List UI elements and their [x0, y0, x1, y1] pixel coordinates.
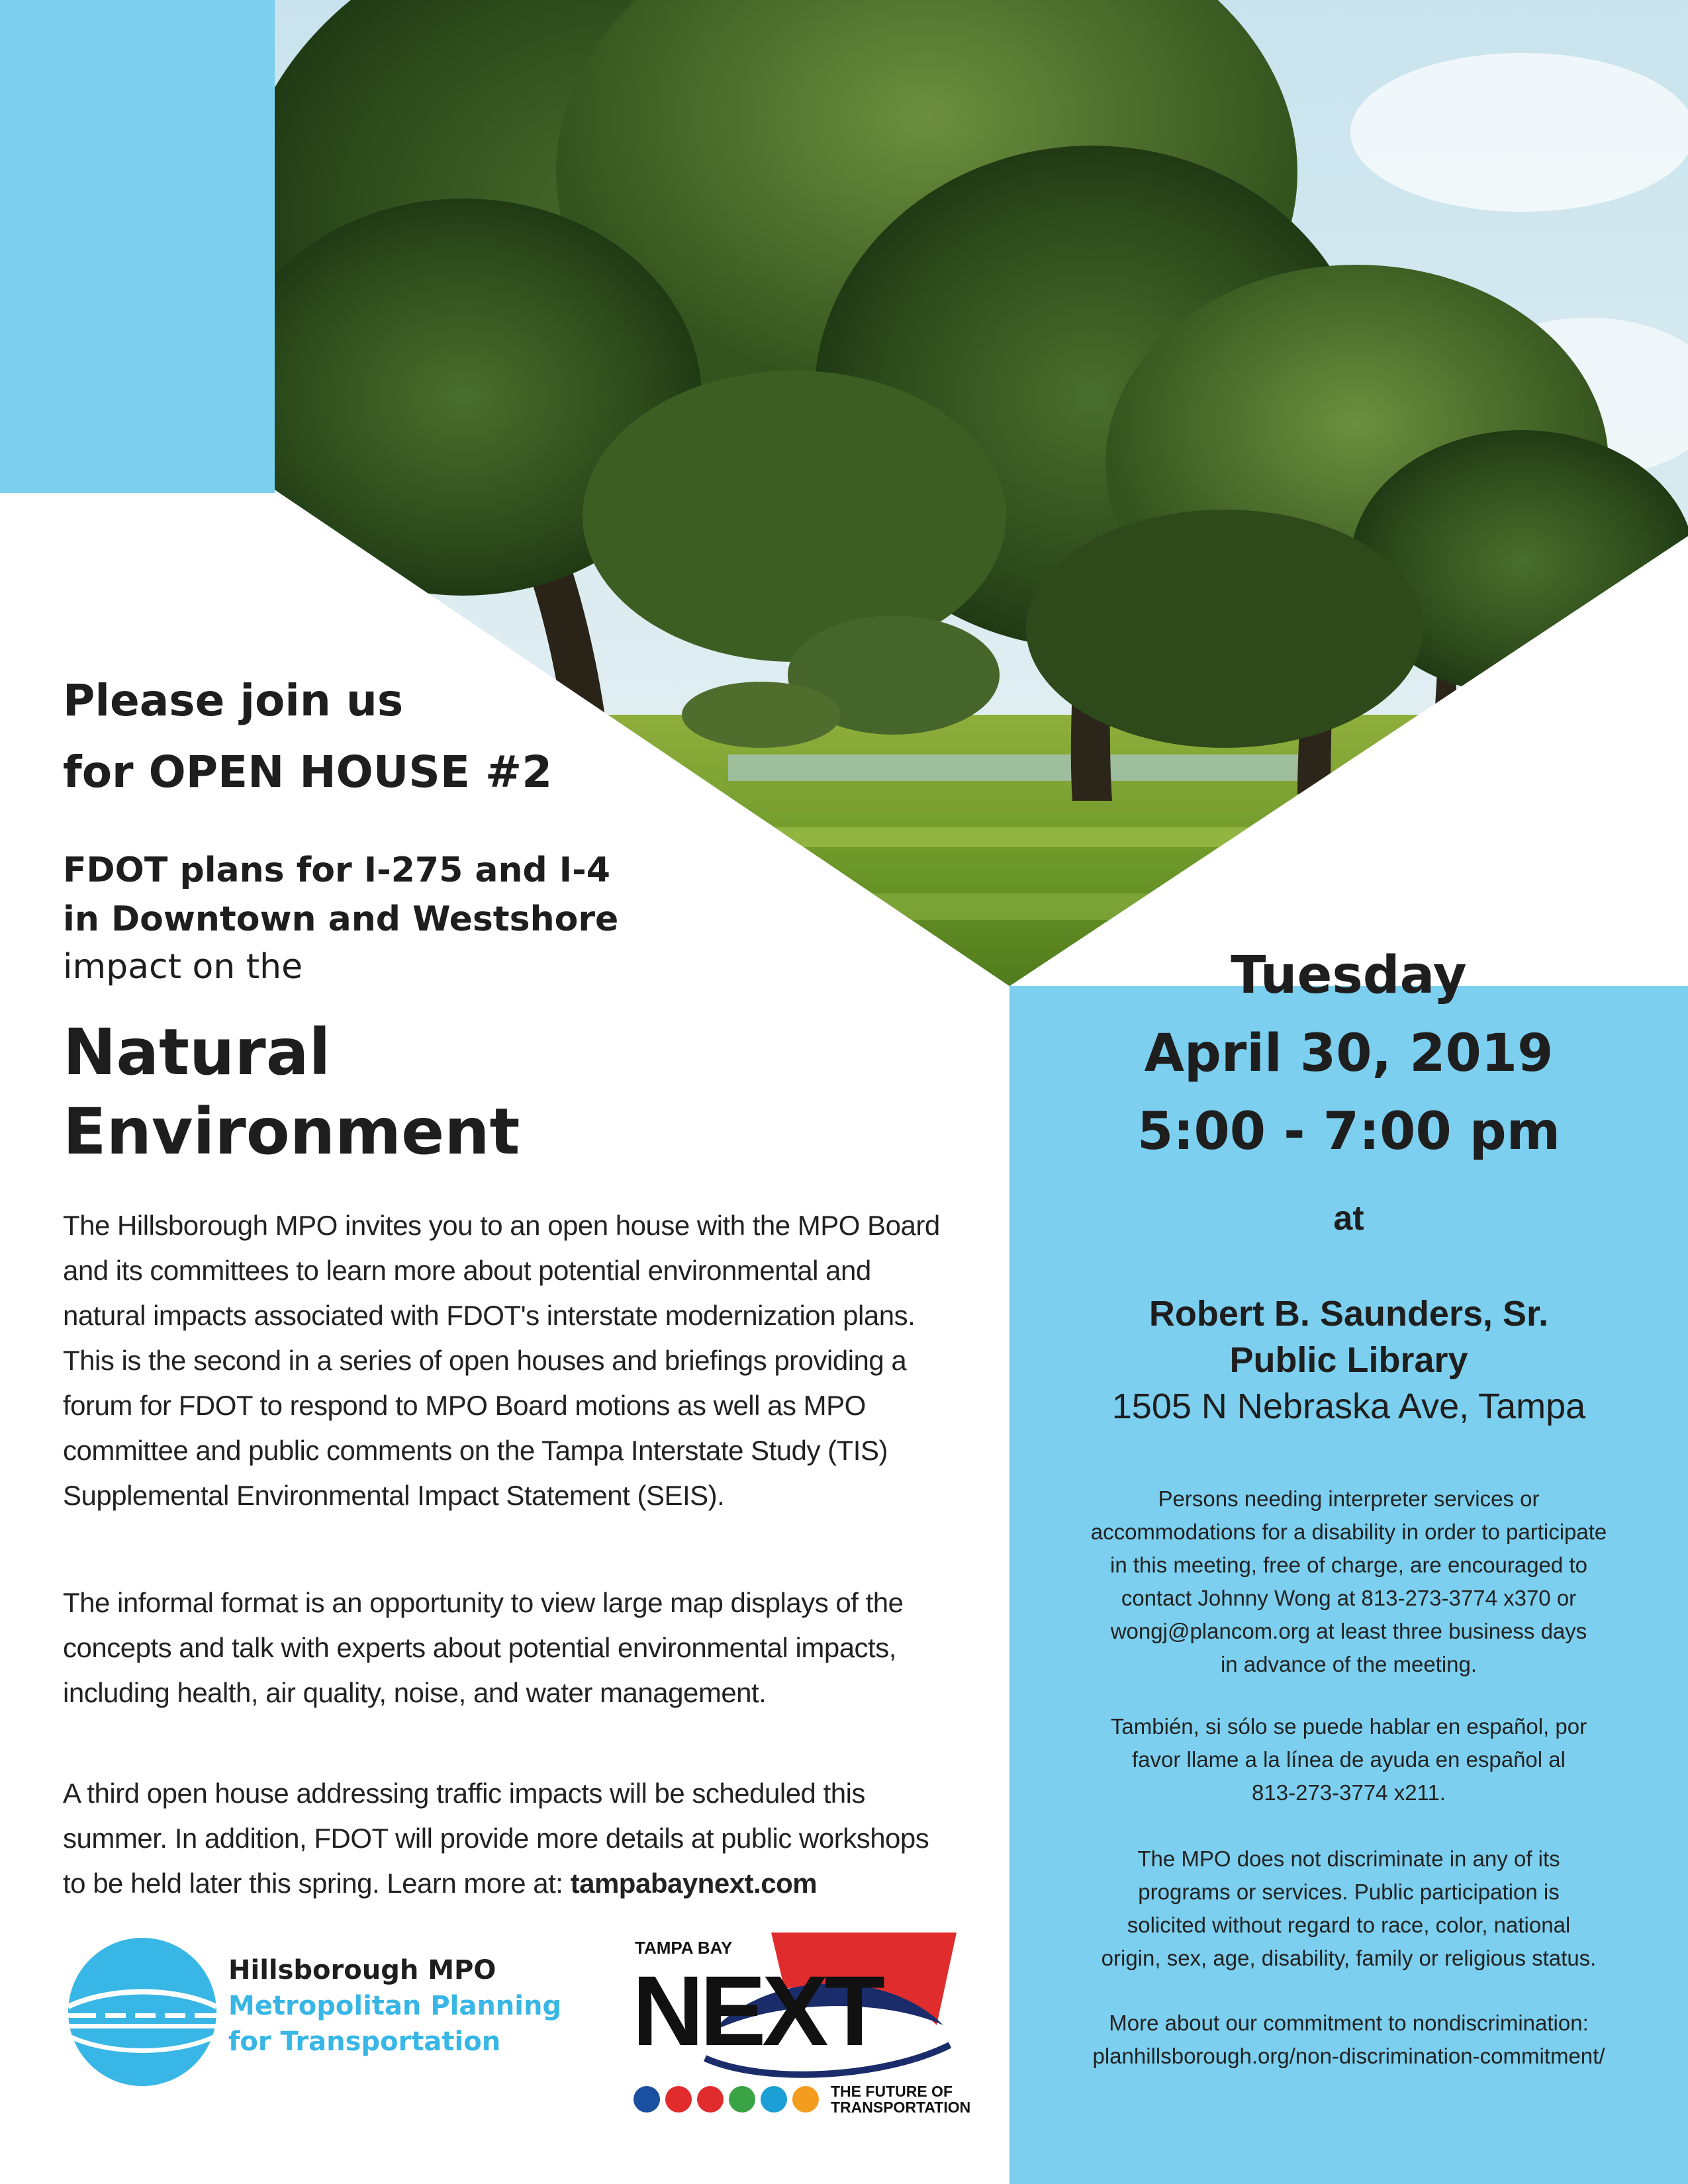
website-link[interactable]: tampabaynext.com: [570, 1868, 818, 1899]
paragraph-text: to be held later this spring. Learn more at:: [63, 1868, 571, 1899]
notice-line: wongj@plancom.org at least three business days: [1110, 1619, 1587, 1643]
next-logo-tagline-2: TRANSPORTATION: [831, 2099, 971, 2116]
mode-icons: [633, 2086, 819, 2113]
notice-line: in advance of the meeting.: [1220, 1652, 1477, 1676]
heading-line-2: for OPEN HOUSE #2: [63, 747, 553, 797]
next-logo-tagline-1: THE FUTURE OF: [831, 2083, 953, 2100]
paragraph-line: Supplemental Environmental Impact Statement (SEIS).: [63, 1480, 725, 1511]
notice-line: 813-273-3774 x211.: [1252, 1780, 1446, 1805]
next-logo-word: NEXT: [632, 1955, 882, 2066]
notice-line: También, si sólo se puede hablar en español, por: [1110, 1714, 1587, 1739]
mpo-subtitle-1: Metropolitan Planning: [228, 1991, 562, 2021]
intro-paragraph: [63, 1203, 1003, 1518]
nondiscrimination-notice: [1009, 1843, 1688, 1975]
notice-line: solicited without regard to race, color, national: [1127, 1913, 1571, 1937]
paragraph-line: concepts and talk with experts about potential environmental impacts,: [63, 1632, 896, 1663]
paragraph-line-last: [63, 1861, 1003, 1906]
mpo-name: Hillsborough MPO: [228, 1955, 496, 1985]
topic-line-1: Natural: [63, 1015, 331, 1089]
paragraph-line: The informal format is an opportunity to view large map displays of the: [63, 1587, 904, 1618]
event-time: 5:00 - 7:00 pm: [1137, 1102, 1560, 1161]
trees-photo: [0, 0, 1688, 993]
topic-line-2: Environment: [63, 1095, 520, 1169]
subheading-line-3: impact on the: [63, 947, 303, 987]
next-steps-paragraph: [63, 1771, 1003, 1906]
event-venue: [1009, 1291, 1688, 1383]
subheading-line-2: in Downtown and Westshore: [63, 899, 619, 939]
mpo-subtitle-2: for Transportation: [228, 2026, 501, 2057]
hillsborough-mpo-logo: [63, 1933, 222, 2091]
venue-line-1: Robert B. Saunders, Sr.: [1149, 1294, 1549, 1334]
paragraph-line: summer. In addition, FDOT will provide more details at public workshops: [63, 1823, 929, 1854]
spanish-notice: [1009, 1710, 1688, 1809]
paragraph-line: committee and public comments on the Tampa Interstate Study (TIS): [63, 1435, 888, 1466]
event-date: April 30, 2019: [1144, 1024, 1554, 1083]
event-datetime: [1009, 936, 1688, 1171]
event-at: at: [1333, 1199, 1364, 1238]
subheading: [63, 846, 725, 944]
notice-line: programs or services. Public participation is: [1138, 1880, 1560, 1904]
paragraph-line: A third open house addressing traffic impacts will be scheduled this: [63, 1778, 865, 1809]
paragraph-line: and its committees to learn more about potential environmental and: [63, 1255, 871, 1286]
format-paragraph: [63, 1580, 1003, 1715]
commitment-notice: [1009, 2007, 1688, 2073]
paragraph-line: including health, air quality, noise, and water management.: [63, 1677, 767, 1708]
notice-line: The MPO does not discriminate in any of its: [1137, 1846, 1560, 1871]
subheading-line-1: FDOT plans for I-275 and I-4: [63, 850, 610, 890]
heading-line-1: Please join us: [63, 675, 404, 726]
event-day: Tuesday: [1231, 946, 1467, 1005]
paragraph-line: The Hillsborough MPO invites you to an open house with the MPO Board: [63, 1210, 940, 1241]
paragraph-line: This is the second in a series of open houses and briefings providing a: [63, 1345, 907, 1376]
event-address: 1505 N Nebraska Ave, Tampa: [1111, 1387, 1586, 1426]
next-logo-top-text: TAMPA BAY: [635, 1938, 733, 1958]
paragraph-line: forum for FDOT to respond to MPO Board motions as well as MPO: [63, 1390, 866, 1421]
notice-line: favor llame a la línea de ayuda en español al: [1132, 1747, 1566, 1772]
tampa-bay-next-logo: [632, 1926, 971, 2151]
commitment-link[interactable]: planhillsborough.org/non-discrimination-commitment/: [1092, 2044, 1605, 2068]
venue-line-2: Public Library: [1229, 1340, 1468, 1380]
notice-line: More about our commitment to nondiscrimination:: [1109, 2011, 1589, 2035]
notice-line: Persons needing interpreter services or: [1158, 1486, 1540, 1511]
notice-line: origin, sex, age, disability, family or religious status.: [1101, 1946, 1597, 1970]
mpo-logo-text: [228, 1952, 561, 2060]
notice-line: in this meeting, free of charge, are encouraged to: [1110, 1553, 1587, 1577]
accessibility-notice: [1009, 1482, 1688, 1681]
invitation-heading: [63, 665, 659, 808]
paragraph-line: natural impacts associated with FDOT's interstate modernization plans.: [63, 1300, 915, 1331]
notice-line: contact Johnny Wong at 813-273-3774 x370 or: [1121, 1586, 1577, 1610]
topic-title: [63, 1013, 520, 1171]
notice-line: accommodations for a disability in order to participate: [1090, 1520, 1607, 1544]
